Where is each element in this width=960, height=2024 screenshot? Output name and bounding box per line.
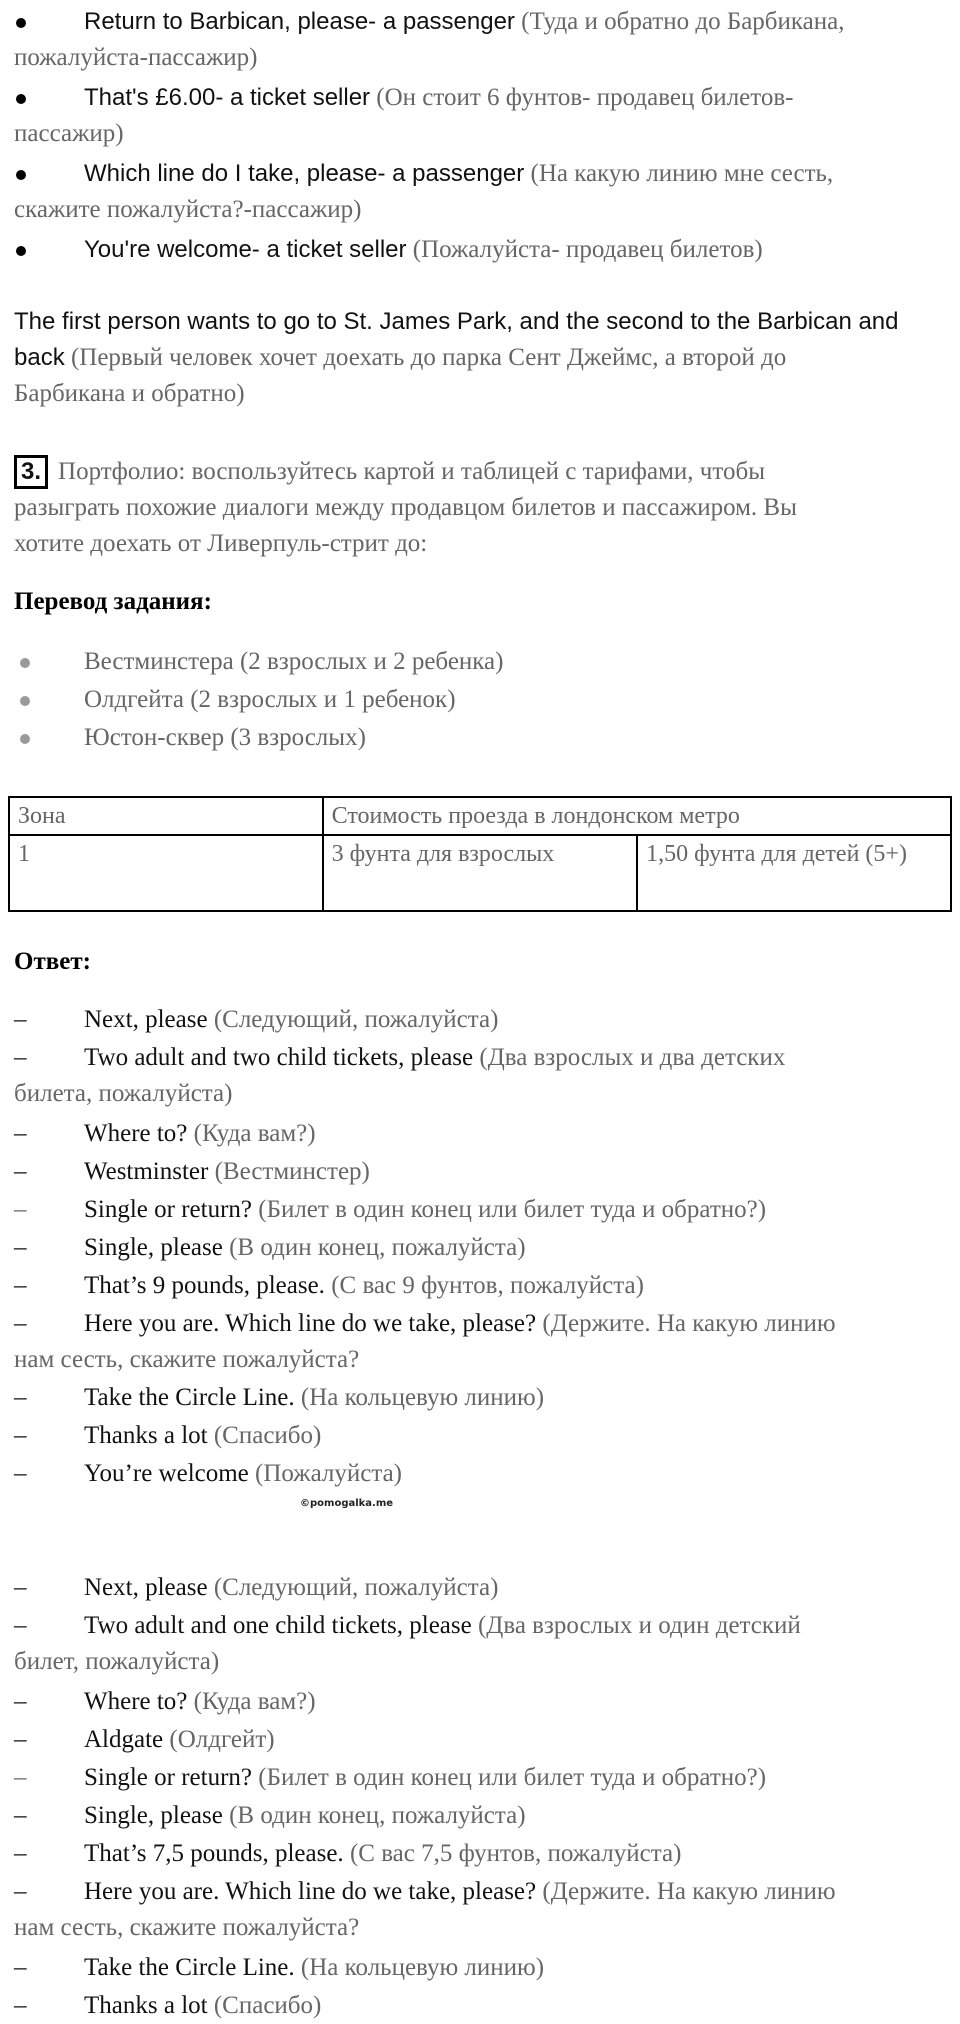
- summary-paragraph: The first person wants to go to St. James Park, and the second to the Barbican and: [14, 308, 899, 335]
- table-cell: 3 фунта для взрослых: [323, 835, 637, 911]
- bullet-item-continued: пассажир): [14, 120, 124, 147]
- dialog-line-continued: нам сесть, скажите пожалуйста?: [14, 1346, 360, 1373]
- task-paragraph: 3. Портфолио: воспользуйтесь картой и таблицей с тарифами, чтобы: [14, 454, 952, 490]
- bullet-item: You're welcome- a ticket seller (Пожалуйста- продавец билетов): [14, 232, 952, 268]
- table-cell: 1: [9, 835, 323, 911]
- bullet-item: Which line do I take, please- a passenger (На какую линию мне сесть,: [14, 156, 952, 192]
- dialog-line: – Where to? (Куда вам?): [14, 1120, 316, 1147]
- dialog-line: – Single or return? (Билет в один конец или билет туда и обратно?): [14, 1196, 767, 1223]
- bullet-icon: [20, 734, 30, 744]
- dialog-line-continued: билет, пожалуйста): [14, 1648, 220, 1675]
- destination-item: Вестминстера (2 взрослых и 2 ребенка): [14, 644, 952, 680]
- dialog-line: – You’re welcome (Пожалуйста): [14, 1460, 402, 1487]
- table-cell: Стоимость проезда в лондонском метро: [323, 797, 951, 835]
- dialog-line: – Single, please (В один конец, пожалуйста): [14, 1802, 526, 1829]
- dialog-line: – Westminster (Вестминстер): [14, 1158, 370, 1185]
- table-cell: 1,50 фунта для детей (5+): [637, 835, 951, 911]
- dialog-line: – Here you are. Which line do we take, please? (Держите. На какую линию: [14, 1310, 836, 1337]
- dialog-line: – Next, please (Следующий, пожалуйста): [14, 1574, 499, 1601]
- watermark: ©pomogalka.me: [300, 1498, 394, 1509]
- dialog-line-continued: нам сесть, скажите пожалуйста?: [14, 1914, 360, 1941]
- dialog-line: – That’s 9 pounds, please. (С вас 9 фунтов, пожалуйста): [14, 1272, 644, 1299]
- fare-table: [8, 796, 952, 912]
- summary-paragraph-continued: back (Первый человек хочет доехать до парка Сент Джеймс, а второй до: [14, 344, 787, 371]
- table-cell: Зона: [9, 797, 323, 835]
- bullet-icon: [16, 246, 26, 256]
- dialog-line: – Thanks a lot (Спасибо): [14, 1422, 322, 1449]
- dialog-line: – Single or return? (Билет в один конец или билет туда и обратно?): [14, 1764, 767, 1791]
- destination-item: Юстон-сквер (3 взрослых): [14, 720, 952, 756]
- dialog-line: – Take the Circle Line. (На кольцевую линию): [14, 1954, 545, 1981]
- bullet-icon: [16, 94, 26, 104]
- dialog-line-continued: билета, пожалуйста): [14, 1080, 233, 1107]
- dialog-line: – Take the Circle Line. (На кольцевую линию): [14, 1384, 545, 1411]
- destination-item: Олдгейта (2 взрослых и 1 ребенок): [14, 682, 952, 718]
- dialog-line: – Here you are. Which line do we take, please? (Держите. На какую линию: [14, 1878, 836, 1905]
- bullet-icon: [20, 696, 30, 706]
- bullet-icon: [16, 170, 26, 180]
- bullet-icon: [20, 658, 30, 668]
- dialog-line: – Two adult and two child tickets, please (Два взрослых и два детских: [14, 1044, 786, 1071]
- bullet-item: That's £6.00- a ticket seller (Он стоит 6 фунтов- продавец билетов-: [14, 80, 952, 116]
- dialog-line: – Two adult and one child tickets, please (Два взрослых и один детский: [14, 1612, 801, 1639]
- answer-heading: Ответ:: [14, 948, 91, 975]
- dialog-line: – Next, please (Следующий, пожалуйста): [14, 1006, 499, 1033]
- task-paragraph-continued: разыграть похожие диалоги между продавцом билетов и пассажиром. Вы: [14, 494, 797, 521]
- dialog-line: – Single, please (В один конец, пожалуйста): [14, 1234, 526, 1261]
- task-number-box: 3.: [14, 455, 48, 489]
- bullet-item-continued: пожалуйста-пассажир): [14, 44, 258, 71]
- bullet-item-continued: скажите пожалуйста?-пассажир): [14, 196, 362, 223]
- table-header-row: [9, 797, 951, 835]
- table-row: [9, 835, 951, 911]
- translation-heading: Перевод задания:: [14, 588, 212, 615]
- dialog-line: – Thanks a lot (Спасибо): [14, 1992, 322, 2019]
- dialog-line: – Aldgate (Олдгейт): [14, 1726, 275, 1753]
- dialog-line: – Where to? (Куда вам?): [14, 1688, 316, 1715]
- bullet-item: Return to Barbican, please- a passenger (Туда и обратно до Барбикана,: [14, 4, 952, 40]
- task-paragraph-continued: хотите доехать от Ливерпуль-стрит до:: [14, 530, 428, 557]
- bullet-icon: [16, 18, 26, 28]
- summary-paragraph-continued: Барбикана и обратно): [14, 380, 245, 407]
- dialog-line: – That’s 7,5 pounds, please. (С вас 7,5 фунтов, пожалуйста): [14, 1840, 682, 1867]
